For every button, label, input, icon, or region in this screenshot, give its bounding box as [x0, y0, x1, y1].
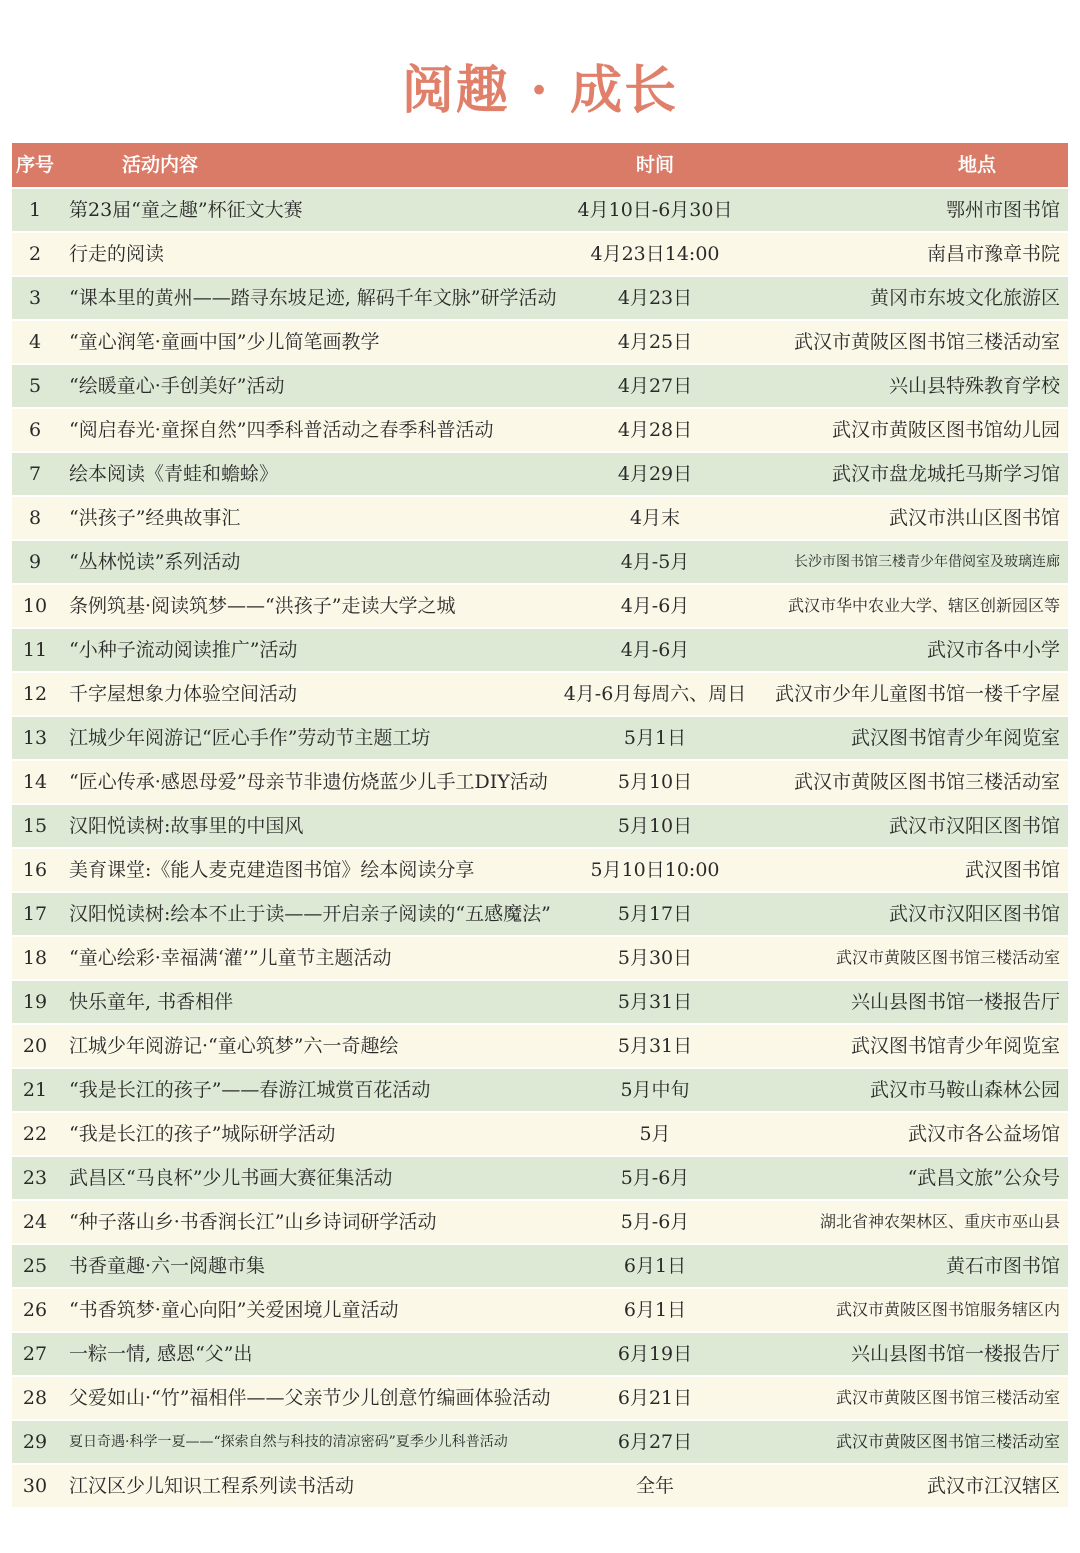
- table-row: [12, 409, 1068, 453]
- row-activity: “课本里的黄州——踏寻东坡足迹, 解码千年文脉”研学活动: [69, 287, 557, 309]
- row-activity: 行走的阅读: [69, 243, 165, 265]
- row-no: 10: [22, 595, 48, 617]
- table-row: [12, 1069, 1068, 1113]
- row-no: 17: [22, 903, 48, 925]
- row-time: 4月-6月: [620, 595, 690, 617]
- row-no: 11: [22, 639, 48, 661]
- row-place: 武汉市黄陂区图书馆服务辖区内: [835, 1300, 1060, 1319]
- row-time: 4月28日: [617, 419, 693, 441]
- row-no: 16: [22, 859, 48, 881]
- row-no: 5: [28, 375, 42, 397]
- table-row: [12, 937, 1068, 981]
- row-time: 5月10日: [617, 771, 693, 793]
- header-place: 地点: [957, 154, 996, 176]
- row-place: “武昌文旅”公众号: [907, 1167, 1060, 1189]
- row-time: 4月23日: [617, 287, 693, 309]
- row-time: 5月10日10:00: [590, 859, 720, 881]
- row-time: 4月-6月每周六、周日: [563, 683, 747, 705]
- table-row: [12, 233, 1068, 277]
- row-time: 4月29日: [617, 463, 693, 485]
- table-row: [12, 673, 1068, 717]
- row-time: 5月-6月: [620, 1211, 690, 1233]
- table-row: [12, 1377, 1068, 1421]
- row-place: 武汉图书馆青少年阅览室: [850, 727, 1060, 749]
- header-time: 时间: [635, 154, 674, 176]
- row-place: 武汉市洪山区图书馆: [888, 507, 1060, 529]
- row-no: 23: [22, 1167, 48, 1189]
- row-time: 5月30日: [617, 947, 693, 969]
- row-place: 武汉市马鞍山森林公园: [869, 1079, 1060, 1101]
- row-place: 武汉市各公益场馆: [907, 1123, 1060, 1145]
- row-activity: 夏日奇遇·科学一夏——“探索自然与科技的清凉密码”夏季少儿科普活动: [69, 1434, 508, 1450]
- row-time: 6月1日: [623, 1255, 687, 1277]
- row-activity: 绘本阅读《青蛙和蟾蜍》: [69, 463, 279, 485]
- row-activity: 汉阳悦读树:故事里的中国风: [69, 815, 304, 837]
- row-place: 武汉市盘龙城托马斯学习馆: [831, 463, 1060, 485]
- row-place: 武汉市华中农业大学、辖区创新园区等: [787, 596, 1060, 615]
- table-row: [12, 497, 1068, 541]
- header-activity: 活动内容: [122, 154, 199, 176]
- row-place: 黄石市图书馆: [945, 1255, 1060, 1277]
- row-activity: 条例筑基·阅读筑梦——“洪孩子”走读大学之城: [69, 595, 456, 617]
- row-activity: “童心润笔·童画中国”少儿简笔画教学: [69, 331, 380, 353]
- row-activity: 江城少年阅游记·“童心筑梦”六一奇趣绘: [69, 1035, 399, 1057]
- row-activity: “我是长江的孩子”城际研学活动: [69, 1123, 336, 1145]
- row-time: 4月-5月: [620, 551, 690, 573]
- row-no: 8: [28, 507, 42, 529]
- row-activity: 书香童趣·六一阅趣市集: [69, 1255, 266, 1277]
- row-no: 4: [28, 331, 42, 353]
- row-no: 9: [28, 551, 42, 573]
- table-row: [12, 849, 1068, 893]
- row-place: 武汉市黄陂区图书馆三楼活动室: [835, 1388, 1060, 1407]
- row-activity: 一粽一情, 感恩“父”出: [69, 1343, 253, 1365]
- table-row: [12, 365, 1068, 409]
- table-header: [12, 143, 1068, 189]
- table-row: [12, 805, 1068, 849]
- row-activity: “种子落山乡·书香润长江”山乡诗词研学活动: [69, 1211, 437, 1233]
- row-no: 18: [22, 947, 48, 969]
- row-time: 4月23日14:00: [590, 243, 720, 265]
- table-row: [12, 981, 1068, 1025]
- row-time: 5月-6月: [620, 1167, 690, 1189]
- row-place: 武汉图书馆青少年阅览室: [850, 1035, 1060, 1057]
- row-time: 6月27日: [617, 1431, 693, 1453]
- row-time: 4月25日: [617, 331, 693, 353]
- row-activity: 江城少年阅游记“匠心手作”劳动节主题工坊: [69, 727, 431, 749]
- row-time: 全年: [635, 1475, 674, 1497]
- table-row: [12, 1113, 1068, 1157]
- row-time: 4月10日-6月30日: [577, 199, 733, 221]
- table-row: [12, 585, 1068, 629]
- row-activity: 武昌区“马良杯”少儿书画大赛征集活动: [69, 1167, 393, 1189]
- row-activity: 汉阳悦读树:绘本不止于读——开启亲子阅读的“五感魔法”: [69, 903, 551, 925]
- row-time: 6月19日: [617, 1343, 693, 1365]
- row-place: 武汉图书馆: [964, 859, 1060, 881]
- row-time: 5月31日: [617, 1035, 693, 1057]
- table-row: [12, 629, 1068, 673]
- row-time: 4月27日: [617, 375, 693, 397]
- row-time: 5月31日: [617, 991, 693, 1013]
- row-place: 黄冈市东坡文化旅游区: [869, 287, 1060, 309]
- row-no: 6: [28, 419, 42, 441]
- row-activity: “我是长江的孩子”——春游江城赏百花活动: [69, 1079, 431, 1101]
- row-activity: “洪孩子”经典故事汇: [69, 507, 241, 529]
- row-no: 26: [22, 1299, 48, 1321]
- row-no: 24: [22, 1211, 48, 1233]
- row-place: 武汉市黄陂区图书馆三楼活动室: [835, 1432, 1060, 1451]
- row-place: 兴山县图书馆一楼报告厅: [850, 991, 1060, 1013]
- row-place: 武汉市黄陂区图书馆三楼活动室: [793, 331, 1060, 353]
- row-place: 武汉市汉阳区图书馆: [888, 815, 1060, 837]
- row-activity: 江汉区少儿知识工程系列读书活动: [69, 1475, 355, 1497]
- row-place: 武汉市汉阳区图书馆: [888, 903, 1060, 925]
- row-no: 2: [28, 243, 42, 265]
- row-place: 兴山县特殊教育学校: [888, 375, 1060, 397]
- row-time: 6月21日: [617, 1387, 693, 1409]
- row-activity: “匠心传承·感恩母爱”母亲节非遗仿烧蓝少儿手工DIY活动: [69, 771, 548, 793]
- page-title: 阅趣 · 成长: [401, 60, 679, 121]
- row-no: 19: [22, 991, 48, 1013]
- row-no: 21: [22, 1079, 48, 1101]
- row-place: 武汉市黄陂区图书馆三楼活动室: [835, 948, 1060, 967]
- row-activity: 父爱如山·“竹”福相伴——父亲节少儿创意竹编画体验活动: [69, 1387, 551, 1409]
- table-row: [12, 541, 1068, 585]
- table-row: [12, 717, 1068, 761]
- table-row: [12, 1025, 1068, 1069]
- row-activity: “童心绘彩·幸福满‘灌’”儿童节主题活动: [69, 947, 392, 969]
- row-no: 12: [22, 683, 48, 705]
- row-no: 22: [22, 1123, 48, 1145]
- row-place: 武汉市黄陂区图书馆三楼活动室: [793, 771, 1060, 793]
- row-place: 武汉市少年儿童图书馆一楼千字屋: [774, 683, 1060, 705]
- row-no: 25: [22, 1255, 48, 1277]
- table-row: [12, 277, 1068, 321]
- table-row: [12, 321, 1068, 365]
- header-no: 序号: [15, 154, 54, 176]
- row-no: 1: [28, 199, 42, 221]
- row-no: 20: [22, 1035, 48, 1057]
- table-row: [12, 1465, 1068, 1509]
- row-time: 5月: [639, 1123, 671, 1145]
- row-place: 南昌市豫章书院: [926, 243, 1060, 265]
- table-row: [12, 189, 1068, 233]
- table-row: [12, 1289, 1068, 1333]
- row-activity: “丛林悦读”系列活动: [69, 551, 241, 573]
- row-place: 武汉市江汉辖区: [926, 1475, 1060, 1497]
- row-activity: 第23届“童之趣”杯征文大赛: [69, 199, 303, 221]
- row-no: 13: [22, 727, 48, 749]
- row-place: 武汉市各中小学: [926, 639, 1060, 661]
- row-activity: “小种子流动阅读推广”活动: [69, 639, 298, 661]
- table-row: [12, 1333, 1068, 1377]
- row-activity: 美育课堂:《能人麦克建造图书馆》绘本阅读分享: [69, 859, 475, 881]
- table-row: [12, 1201, 1068, 1245]
- table-row: [12, 893, 1068, 937]
- row-place: 兴山县图书馆一楼报告厅: [850, 1343, 1060, 1365]
- row-activity: “阅启春光·童探自然”四季科普活动之春季科普活动: [69, 419, 494, 441]
- row-no: 27: [22, 1343, 48, 1365]
- row-activity: 快乐童年, 书香相伴: [69, 991, 234, 1013]
- table-row: [12, 453, 1068, 497]
- row-time: 5月10日: [617, 815, 693, 837]
- table-row: [12, 1157, 1068, 1201]
- row-no: 28: [22, 1387, 48, 1409]
- row-time: 4月-6月: [620, 639, 690, 661]
- row-place: 长沙市图书馆三楼青少年借阅室及玻璃连廊: [794, 554, 1060, 570]
- row-place: 鄂州市图书馆: [945, 199, 1060, 221]
- row-time: 6月1日: [623, 1299, 687, 1321]
- activity-table: [12, 143, 1068, 1509]
- table-row: [12, 1245, 1068, 1289]
- row-no: 7: [28, 463, 42, 485]
- row-activity: 千字屋想象力体验空间活动: [69, 683, 298, 705]
- row-time: 5月1日: [623, 727, 687, 749]
- row-activity: “绘暖童心·手创美好”活动: [69, 375, 285, 397]
- row-no: 29: [22, 1431, 48, 1453]
- row-time: 5月17日: [617, 903, 693, 925]
- table-row: [12, 761, 1068, 805]
- table-row: [12, 1421, 1068, 1465]
- row-activity: “书香筑梦·童心向阳”关爱困境儿童活动: [69, 1299, 399, 1321]
- row-place: 武汉市黄陂区图书馆幼儿园: [831, 419, 1060, 441]
- row-no: 30: [22, 1475, 48, 1497]
- row-no: 3: [28, 287, 42, 309]
- row-place: 湖北省神农架林区、重庆市巫山县: [819, 1212, 1060, 1231]
- row-no: 15: [22, 815, 48, 837]
- row-no: 14: [22, 771, 48, 793]
- row-time: 4月末: [629, 507, 681, 529]
- row-time: 5月中旬: [620, 1079, 690, 1101]
